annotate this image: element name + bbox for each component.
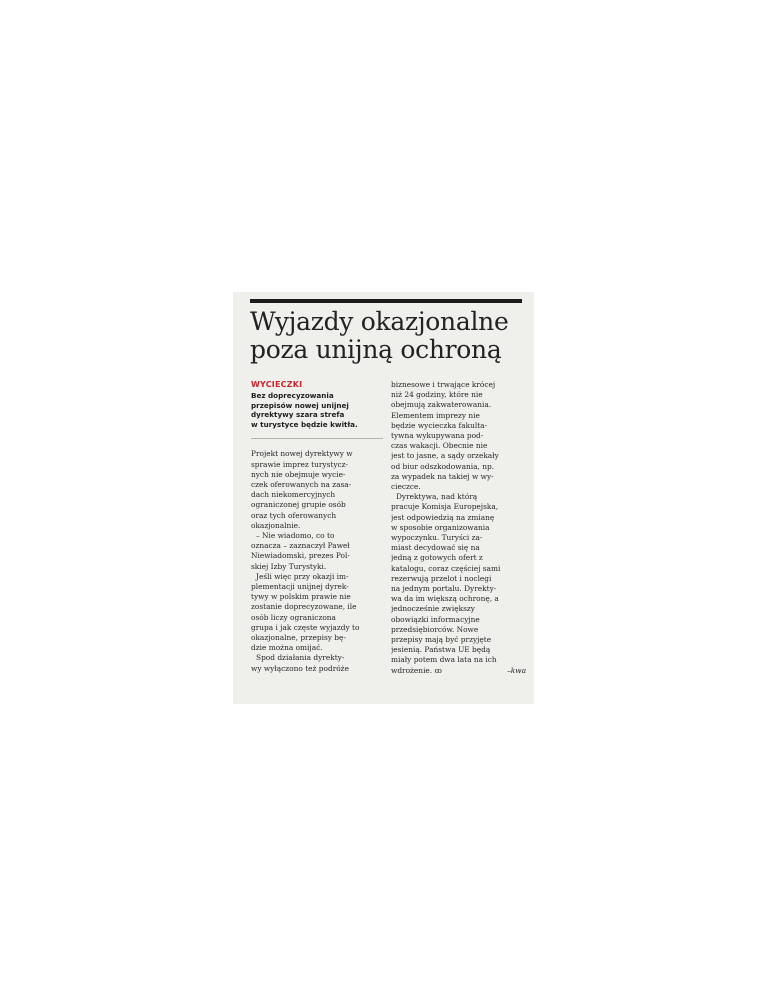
body-line: Projekt nowej dyrektywy w bbox=[251, 449, 353, 459]
body-line: okazjonalnie. bbox=[251, 520, 301, 530]
body-line: tywy w polskim prawie nie bbox=[251, 592, 351, 602]
author-signature: –kwa bbox=[507, 665, 526, 675]
body-line: grupa i jak częste wyjazdy to bbox=[251, 622, 360, 632]
body-line: biznesowe i trwające krócej bbox=[391, 380, 496, 389]
body-line: jest to jasne, a sądy orzekały bbox=[391, 451, 499, 461]
body-line: Elementem imprezy nie bbox=[391, 410, 480, 420]
closing-line bbox=[391, 666, 526, 676]
body-line: wa da im większą ochronę, a bbox=[391, 594, 499, 604]
body-line: Jeśli więc przy okazji im- bbox=[256, 571, 349, 581]
body-line: plementacji unijnej dyrek- bbox=[251, 582, 349, 592]
body-line: Spod działania dyrekty- bbox=[256, 653, 345, 663]
body-line: ograniczonej grupie osób bbox=[251, 500, 346, 510]
body-line: sprawie imprez turystycz- bbox=[251, 459, 349, 469]
body-line: nych nie obejmuje wycie- bbox=[251, 469, 346, 479]
body-line: oznacza – zaznaczył Paweł bbox=[251, 541, 350, 551]
body-line: okazjonalne, przepisy bę- bbox=[251, 633, 346, 643]
body-line: jest odpowiedzią na zmianę bbox=[391, 512, 495, 522]
body-line: jedną z gotowych ofert z bbox=[391, 553, 483, 563]
bleed-through-text bbox=[251, 691, 523, 701]
body-line: czek oferowanych na zasa- bbox=[251, 479, 352, 489]
article-headline bbox=[250, 308, 525, 364]
body-line: osób liczy ograniczona bbox=[251, 612, 336, 622]
left-column-body bbox=[251, 449, 383, 673]
body-line: jednocześnie zwiększy bbox=[391, 604, 475, 614]
body-line: dzie można omijać. bbox=[251, 643, 323, 653]
body-line: – Nie wiadomo, co to bbox=[256, 531, 335, 540]
top-rule bbox=[250, 299, 522, 303]
body-line: w sposobie organizowania bbox=[391, 522, 490, 532]
newspaper-clipping bbox=[233, 292, 534, 704]
body-line: cieczce. bbox=[391, 482, 421, 492]
body-line: przedsiębiorców. Nowe bbox=[391, 624, 479, 634]
body-line: rezerwują przelot i noclegi bbox=[391, 573, 492, 583]
body-line: czas wakacji. Obecnie nie bbox=[391, 441, 488, 451]
body-line: Niewiadomski, prezes Pol- bbox=[251, 551, 350, 561]
body-line: pracuje Komisja Europejska, bbox=[391, 502, 499, 512]
closing-text: wdrożenie. ꝏ bbox=[391, 665, 442, 675]
headline-line: poza unijną ochroną bbox=[250, 335, 502, 364]
body-line: niż 24 godziny, które nie bbox=[391, 390, 483, 400]
lead-line: Bez doprecyzowania bbox=[251, 391, 334, 400]
section-kicker: WYCIECZKI bbox=[251, 380, 303, 389]
body-line: tywna wykupywana pod- bbox=[391, 431, 484, 441]
body-line: od biur odszkodowania, np. bbox=[391, 461, 495, 471]
headline-line: Wyjazdy okazjonalne bbox=[250, 307, 509, 336]
body-line: dach niekomercyjnych bbox=[251, 490, 336, 500]
body-line: skiej Izby Turystyki. bbox=[251, 561, 327, 571]
body-line: Dyrektywa, nad którą bbox=[396, 492, 478, 502]
body-line: za wypadek na takiej w wy- bbox=[391, 471, 494, 481]
body-line: wypoczynku. Turyści za- bbox=[391, 533, 483, 543]
body-line: wy wyłączono też podróże bbox=[251, 663, 349, 673]
lead-divider bbox=[251, 438, 383, 439]
body-line: miały potem dwa lata na ich bbox=[391, 655, 497, 665]
lead-line: dyrektywy szara strefa bbox=[251, 410, 345, 420]
right-column-body bbox=[391, 380, 526, 666]
body-line: zostanie doprecyzowane, ile bbox=[251, 602, 357, 612]
body-line: obowiązki informacyjne bbox=[391, 614, 480, 624]
body-line: oraz tych oferowanych bbox=[251, 510, 337, 520]
right-column bbox=[391, 380, 526, 676]
body-line: będzie wycieczka fakulta- bbox=[391, 420, 488, 430]
left-column bbox=[251, 380, 383, 674]
lead-line: przepisów nowej unijnej bbox=[251, 400, 349, 410]
body-line: na jednym portalu. Dyrekty- bbox=[391, 584, 497, 594]
body-line: miast decydować się na bbox=[391, 543, 480, 553]
body-line: przepisy mają być przyjęte bbox=[391, 635, 492, 645]
body-line: jesienią. Państwa UE będą bbox=[391, 645, 491, 655]
body-line: katalogu, coraz częściej sami bbox=[391, 563, 501, 573]
lead-line: w turystyce będzie kwitła. bbox=[251, 419, 358, 429]
body-line: obejmują zakwaterowania. bbox=[391, 400, 492, 410]
article-lead bbox=[251, 391, 383, 429]
